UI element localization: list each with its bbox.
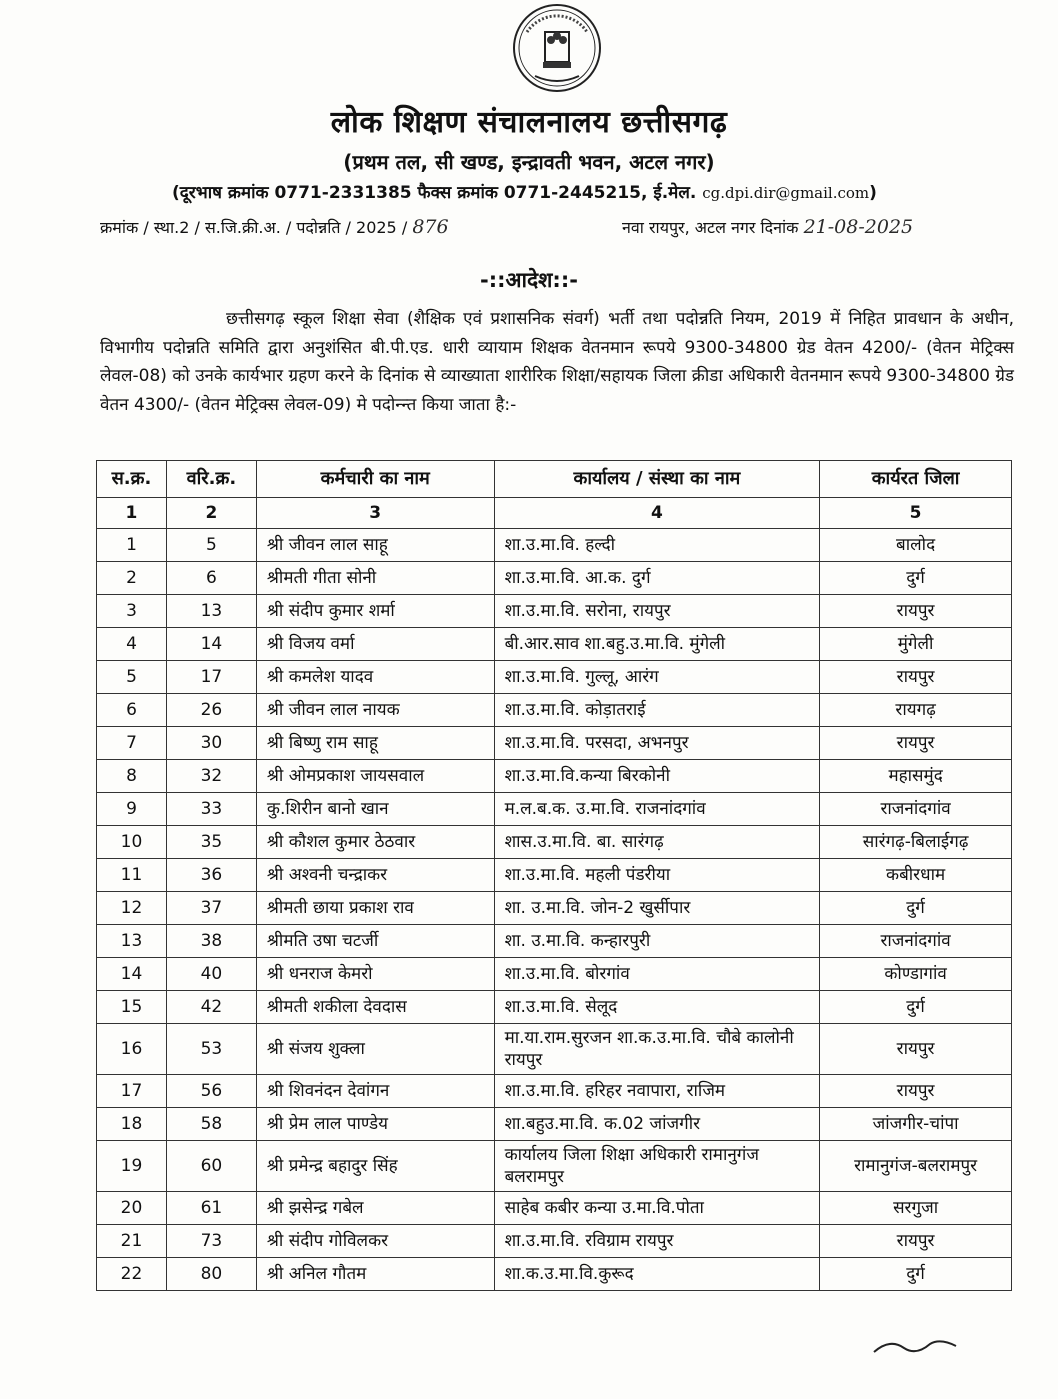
- cell-employee-name: श्री ओमप्रकाश जायसवाल: [256, 760, 494, 793]
- cell-district: कबीरधाम: [820, 859, 1012, 892]
- cell-serial: 4: [97, 628, 167, 661]
- cell-serial: 19: [97, 1141, 167, 1192]
- cell-serial: 22: [97, 1258, 167, 1291]
- cell-office: शा.उ.मा.वि. परसदा, अभनपुर: [494, 727, 820, 760]
- cell-office: कार्यालय जिला शिक्षा अधिकारी रामानुगंज बलरामपुर: [494, 1141, 820, 1192]
- order-number-prefix: क्रमांक / स्था.2 / स.जि.क्री.अ. / पदोन्नति / 2025 /: [100, 218, 408, 237]
- cell-serial: 8: [97, 760, 167, 793]
- office-name: लोक शिक्षण संचालनालय छत्तीसगढ़: [330, 105, 728, 140]
- cell-seniority: 32: [166, 760, 256, 793]
- cell-seniority: 61: [166, 1192, 256, 1225]
- table-row: [97, 826, 1012, 859]
- cell-district: दुर्ग: [820, 562, 1012, 595]
- contact-prefix: (दूरभाष क्रमांक 0771-2331385 फैक्स क्रमांक 0771-2445215, ई.मेल.: [172, 183, 697, 203]
- cell-district: रायपुर: [820, 1075, 1012, 1108]
- cell-serial: 17: [97, 1075, 167, 1108]
- cell-office: शा.उ.मा.वि. हरिहर नवापारा, राजिम: [494, 1075, 820, 1108]
- cell-employee-name: श्रीमती शकीला देवदास: [256, 991, 494, 1024]
- cell-district: रामानुगंज-बलरामपुर: [820, 1141, 1012, 1192]
- cell-employee-name: श्री प्रमेन्द्र बहादुर सिंह: [256, 1141, 494, 1192]
- cell-office: शा.उ.मा.वि. बोरगांव: [494, 958, 820, 991]
- cell-serial: 12: [97, 892, 167, 925]
- cell-serial: 6: [97, 694, 167, 727]
- table-row: [97, 925, 1012, 958]
- order-title: -::आदेश::-: [480, 268, 578, 292]
- cell-office: शा.क.उ.मा.वि.कुरूद: [494, 1258, 820, 1291]
- table-row: [97, 859, 1012, 892]
- cell-seniority: 35: [166, 826, 256, 859]
- cell-seniority: 33: [166, 793, 256, 826]
- cell-district: दुर्ग: [820, 991, 1012, 1024]
- cell-seniority: 42: [166, 991, 256, 1024]
- cell-employee-name: श्रीमति उषा चटर्जी: [256, 925, 494, 958]
- table-row: [97, 661, 1012, 694]
- email-address: cg.dpi.dir@gmail.com: [702, 184, 870, 202]
- cell-employee-name: श्री संदीप कुमार शर्मा: [256, 595, 494, 628]
- cell-seniority: 37: [166, 892, 256, 925]
- cell-seniority: 30: [166, 727, 256, 760]
- header-district: कार्यरत जिला: [820, 461, 1012, 498]
- header-serial: स.क्र.: [97, 461, 167, 498]
- cell-district: रायपुर: [820, 595, 1012, 628]
- cell-employee-name: कु.शिरीन बानो खान: [256, 793, 494, 826]
- cell-office: म.ल.ब.क. उ.मा.वि. राजनांदगांव: [494, 793, 820, 826]
- cell-serial: 14: [97, 958, 167, 991]
- cell-office: शा.उ.मा.वि. हल्दी: [494, 529, 820, 562]
- cell-district: राजनांदगांव: [820, 793, 1012, 826]
- cell-seniority: 17: [166, 661, 256, 694]
- order-body-text: छत्तीसगढ़ स्कूल शिक्षा सेवा (शैक्षिक एवं प्रशासनिक संवर्ग) भर्ती तथा पदोन्नति नियम, 2019 में निहित प्रावधान के अधीन, विभागीय पदोन्नति समिति द्वारा अनुशंसित बी.पी.एड. धारी व्यायाम शिक्षक वेतनमान रूपये 9300-34800 ग्रेड वेतन 4200/- (वेतन मेट्रिक्स लेवल-08) को उनके कार्यभार ग्रहण करने के दिनांक से व्याख्याता शारीरिक शिक्षा/सहायक जिला क्रीडा अधिकारी वेतनमान रूपये 9300-34800 ग्रेड वेतन 4300/- (वेतन मेट्रिक्स लेवल-09) मे पदोन्न्त किया जाता है:-: [100, 309, 1014, 415]
- table-row: [97, 793, 1012, 826]
- cell-serial: 16: [97, 1024, 167, 1075]
- table-row: [97, 529, 1012, 562]
- cell-seniority: 53: [166, 1024, 256, 1075]
- cell-seniority: 36: [166, 859, 256, 892]
- cell-district: रायपुर: [820, 1024, 1012, 1075]
- cell-employee-name: श्री जीवन लाल नायक: [256, 694, 494, 727]
- signature-mark: [870, 1330, 960, 1360]
- cell-serial: 7: [97, 727, 167, 760]
- cell-employee-name: श्री प्रेम लाल पाण्डेय: [256, 1108, 494, 1141]
- header-office: कार्यालय / संस्था का नाम: [494, 461, 820, 498]
- cell-serial: 1: [97, 529, 167, 562]
- header-seniority: वरि.क्र.: [166, 461, 256, 498]
- cell-employee-name: श्री कौशल कुमार ठेठवार: [256, 826, 494, 859]
- cell-serial: 3: [97, 595, 167, 628]
- cell-serial: 11: [97, 859, 167, 892]
- cell-office: शा.उ.मा.वि. कोड़ातराई: [494, 694, 820, 727]
- cell-seniority: 13: [166, 595, 256, 628]
- cell-serial: 13: [97, 925, 167, 958]
- table-row: [97, 1075, 1012, 1108]
- cell-seniority: 58: [166, 1108, 256, 1141]
- cell-seniority: 80: [166, 1258, 256, 1291]
- cell-district: रायपुर: [820, 661, 1012, 694]
- column-number-row: [97, 498, 1012, 529]
- cell-office: बी.आर.साव शा.बहु.उ.मा.वि. मुंगेली: [494, 628, 820, 661]
- cell-district: राजनांदगांव: [820, 925, 1012, 958]
- cell-district: रायगढ़: [820, 694, 1012, 727]
- table-row: [97, 1024, 1012, 1075]
- cell-district: सारंगढ़-बिलाईगढ़: [820, 826, 1012, 859]
- cell-employee-name: श्री बिष्णु राम साहू: [256, 727, 494, 760]
- header-employee-name: कर्मचारी का नाम: [256, 461, 494, 498]
- cell-seniority: 73: [166, 1225, 256, 1258]
- cell-district: कोण्डागांव: [820, 958, 1012, 991]
- cell-district: रायपुर: [820, 727, 1012, 760]
- table-header-row: [97, 461, 1012, 498]
- promotion-table: [96, 460, 1012, 1291]
- table-row: [97, 760, 1012, 793]
- cell-employee-name: श्री अश्वनी चन्द्राकर: [256, 859, 494, 892]
- cell-employee-name: श्रीमती गीता सोनी: [256, 562, 494, 595]
- table-row: [97, 958, 1012, 991]
- cell-district: बालोद: [820, 529, 1012, 562]
- cell-serial: 10: [97, 826, 167, 859]
- table-row: [97, 1258, 1012, 1291]
- office-address: (प्रथम तल, सी खण्ड, इन्द्रावती भवन, अटल नगर): [343, 150, 715, 174]
- cell-serial: 20: [97, 1192, 167, 1225]
- cell-office: साहेब कबीर कन्या उ.मा.वि.पोता: [494, 1192, 820, 1225]
- cell-office: शा. उ.मा.वि. जोन-2 खुर्सीपार: [494, 892, 820, 925]
- cell-office: शा.उ.मा.वि. रविग्राम रायपुर: [494, 1225, 820, 1258]
- cell-district: दुर्ग: [820, 892, 1012, 925]
- cell-employee-name: श्री धनराज केमरो: [256, 958, 494, 991]
- cell-district: सरगुजा: [820, 1192, 1012, 1225]
- table-row: [97, 892, 1012, 925]
- cell-employee-name: श्री कमलेश यादव: [256, 661, 494, 694]
- cell-district: जांजगीर-चांपा: [820, 1108, 1012, 1141]
- cell-seniority: 14: [166, 628, 256, 661]
- government-seal-icon: [505, 2, 609, 94]
- cell-serial: 9: [97, 793, 167, 826]
- cell-employee-name: श्री झसेन्द्र गबेल: [256, 1192, 494, 1225]
- table-row: [97, 991, 1012, 1024]
- table-row: [97, 727, 1012, 760]
- cell-seniority: 56: [166, 1075, 256, 1108]
- cell-office: शा.उ.मा.वि. सरोना, रायपुर: [494, 595, 820, 628]
- cell-employee-name: श्री अनिल गौतम: [256, 1258, 494, 1291]
- cell-district: महासमुंद: [820, 760, 1012, 793]
- cell-seniority: 6: [166, 562, 256, 595]
- column-number: 5: [820, 498, 1012, 529]
- cell-serial: 15: [97, 991, 167, 1024]
- cell-district: मुंगेली: [820, 628, 1012, 661]
- cell-office: शा.उ.मा.वि. गुल्लू, आरंग: [494, 661, 820, 694]
- contact-line: [172, 180, 942, 203]
- order-body: [100, 305, 1014, 419]
- cell-office: शा.उ.मा.वि. सेलूद: [494, 991, 820, 1024]
- table-row: [97, 595, 1012, 628]
- cell-seniority: 38: [166, 925, 256, 958]
- cell-seniority: 60: [166, 1141, 256, 1192]
- cell-office: शा.बहुउ.मा.वि. क.02 जांजगीर: [494, 1108, 820, 1141]
- place-date-prefix: नवा रायपुर, अटल नगर दिनांक: [622, 218, 799, 237]
- cell-employee-name: श्री जीवन लाल साहू: [256, 529, 494, 562]
- column-number: 4: [494, 498, 820, 529]
- cell-office: शास.उ.मा.वि. बा. सारंगढ़: [494, 826, 820, 859]
- table-row: [97, 694, 1012, 727]
- cell-employee-name: श्रीमती छाया प्रकाश राव: [256, 892, 494, 925]
- cell-serial: 21: [97, 1225, 167, 1258]
- table-row: [97, 1108, 1012, 1141]
- cell-office: शा.उ.मा.वि. महली पंडरीया: [494, 859, 820, 892]
- cell-serial: 18: [97, 1108, 167, 1141]
- contact-suffix: ): [869, 183, 877, 203]
- table-row: [97, 1225, 1012, 1258]
- order-number-handwritten: 876: [412, 216, 449, 238]
- cell-district: रायपुर: [820, 1225, 1012, 1258]
- cell-office: मा.या.राम.सुरजन शा.क.उ.मा.वि. चौबे कालोनी रायपुर: [494, 1024, 820, 1075]
- column-number: 3: [256, 498, 494, 529]
- cell-employee-name: श्री संजय शुक्ला: [256, 1024, 494, 1075]
- cell-office: शा.उ.मा.वि. आ.क. दुर्ग: [494, 562, 820, 595]
- cell-seniority: 40: [166, 958, 256, 991]
- table-row: [97, 562, 1012, 595]
- cell-office: शा.उ.मा.वि.कन्या बिरकोनी: [494, 760, 820, 793]
- table-row: [97, 628, 1012, 661]
- cell-office: शा. उ.मा.वि. कन्हारपुरी: [494, 925, 820, 958]
- cell-employee-name: श्री विजय वर्मा: [256, 628, 494, 661]
- cell-seniority: 5: [166, 529, 256, 562]
- date-handwritten: 21-08-2025: [803, 216, 914, 238]
- cell-employee-name: श्री संदीप गोविलकर: [256, 1225, 494, 1258]
- place-date: [622, 216, 913, 238]
- table-row: [97, 1141, 1012, 1192]
- cell-district: दुर्ग: [820, 1258, 1012, 1291]
- reference-line: [100, 216, 1040, 240]
- cell-serial: 5: [97, 661, 167, 694]
- cell-serial: 2: [97, 562, 167, 595]
- column-number: 1: [97, 498, 167, 529]
- cell-seniority: 26: [166, 694, 256, 727]
- cell-employee-name: श्री शिवनंदन देवांगन: [256, 1075, 494, 1108]
- column-number: 2: [166, 498, 256, 529]
- table-row: [97, 1192, 1012, 1225]
